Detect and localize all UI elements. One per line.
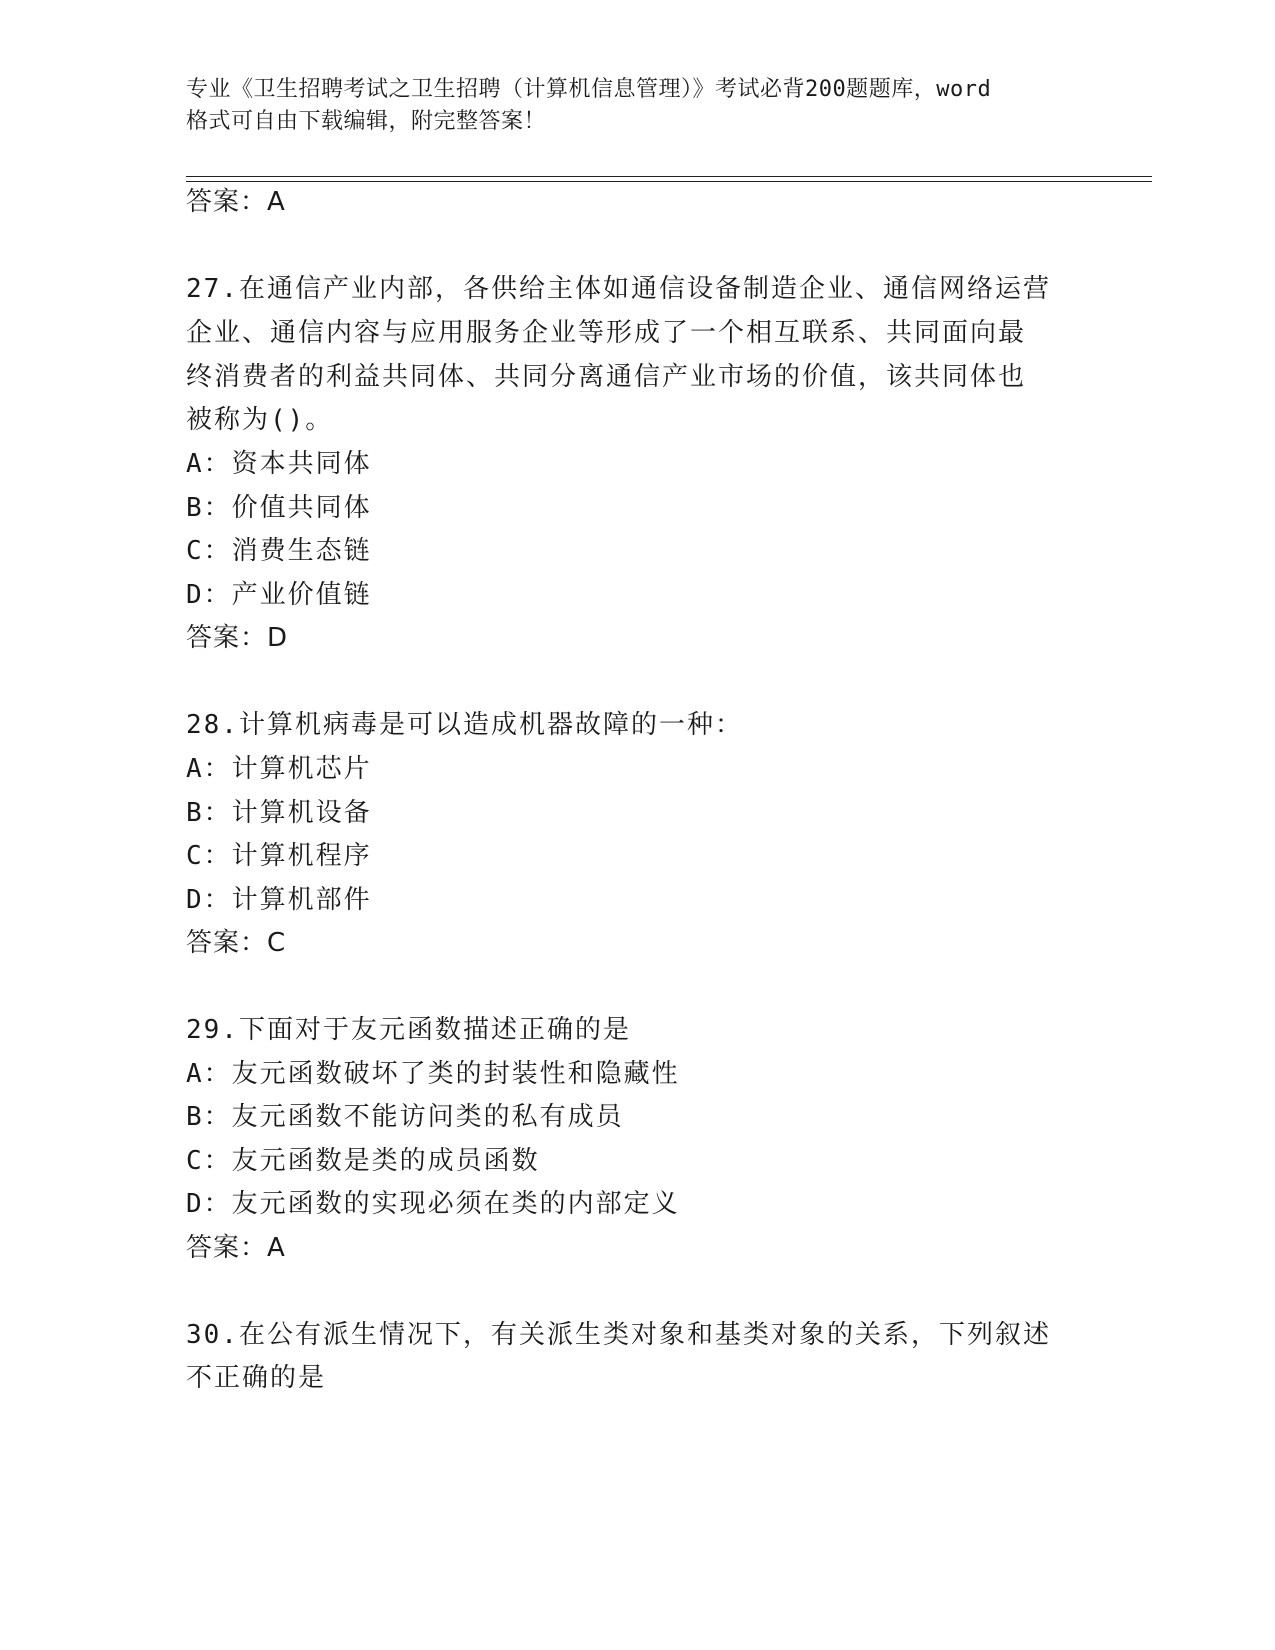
header-divider-bottom: [186, 181, 1152, 182]
q28-stem: 28.计算机病毒是可以造成机器故障的一种：: [186, 710, 743, 740]
q29-option-c: C：友元函数是类的成员函数: [186, 1146, 540, 1176]
q27-option-a: A：资本共同体: [186, 449, 372, 479]
q27-answer: 答案：D: [186, 623, 289, 653]
q27-option-d: D：产业价值链: [186, 580, 372, 610]
header-line-2: 格式可自由下载编辑，附完整答案！: [186, 109, 547, 134]
q27-option-c: C：消费生态链: [186, 536, 372, 566]
q28-option-a: A：计算机芯片: [186, 754, 372, 784]
q28-option-b: B：计算机设备: [186, 798, 372, 828]
q29-stem: 29.下面对于友元函数描述正确的是: [186, 1015, 631, 1045]
q28-option-c: C：计算机程序: [186, 841, 372, 871]
q30-stem-line-2: 不正确的是: [186, 1363, 327, 1393]
q27-stem-line-2: 企业、通信内容与应用服务企业等形成了一个相互联系、共同面向最: [186, 318, 1027, 348]
q28-answer: 答案：C: [186, 928, 287, 958]
header-divider-top: [186, 176, 1152, 177]
q27-stem-line-3: 终消费者的利益共同体、共同分离通信产业市场的价值，该共同体也: [186, 362, 1027, 392]
q29-answer: 答案：A: [186, 1233, 286, 1263]
header-line-1: 专业《卫生招聘考试之卫生招聘（计算机信息管理）》考试必背200题题库，word: [186, 77, 992, 102]
q30-stem-line-1: 30.在公有派生情况下，有关派生类对象和基类对象的关系，下列叙述: [186, 1320, 1051, 1350]
q28-option-d: D：计算机部件: [186, 885, 372, 915]
document-header: [186, 74, 1086, 138]
q29-option-b: B：友元函数不能访问类的私有成员: [186, 1102, 624, 1132]
q29-option-a: A：友元函数破坏了类的封装性和隐藏性: [186, 1059, 680, 1089]
q29-option-d: D：友元函数的实现必须在类的内部定义: [186, 1189, 680, 1219]
previous-answer: 答案：A: [186, 187, 286, 217]
q27-option-b: B：价值共同体: [186, 493, 372, 523]
q27-stem-line-4: 被称为()。: [186, 405, 334, 435]
q27-stem-line-1: 27.在通信产业内部，各供给主体如通信设备制造企业、通信网络运营: [186, 274, 1051, 304]
